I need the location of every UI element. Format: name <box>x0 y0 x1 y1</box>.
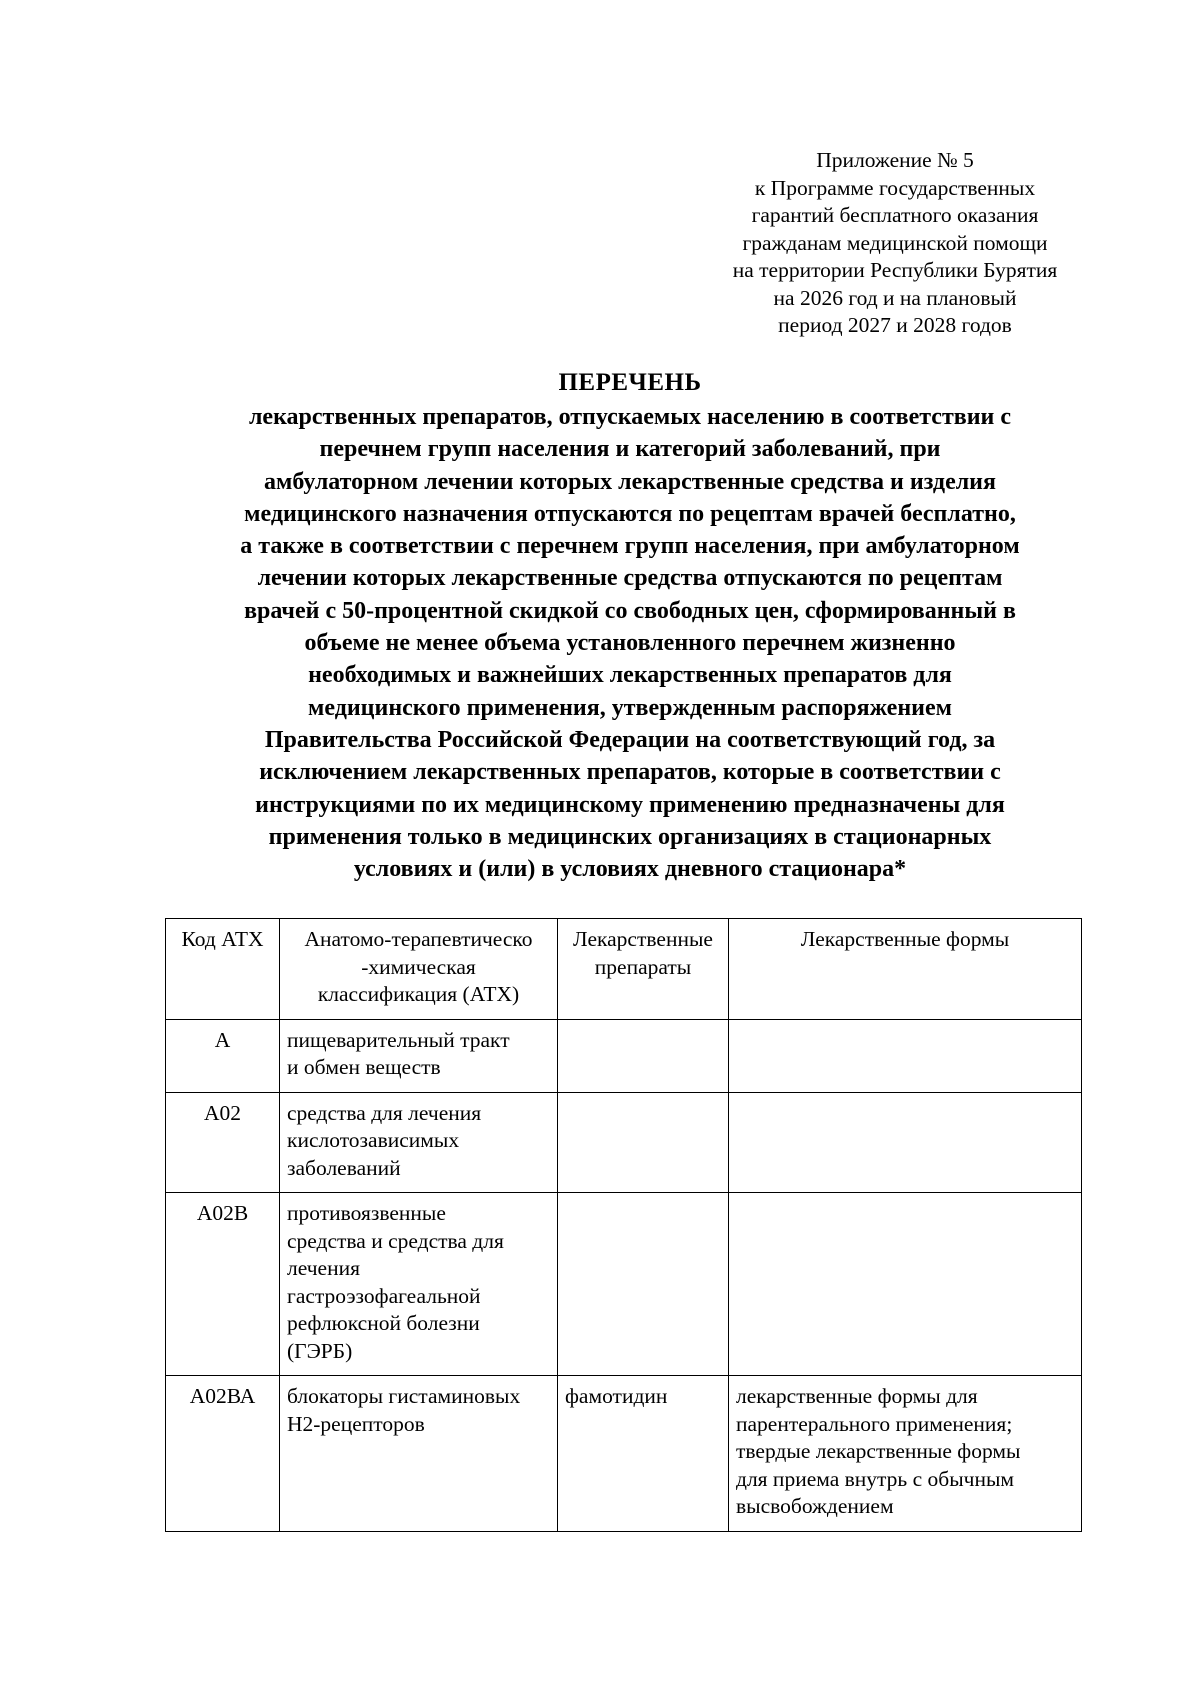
cell-text: кислотозависимых <box>287 1128 460 1152</box>
cell-text: для приема внутрь с обычным <box>736 1466 1015 1491</box>
cell-dosage-forms <box>729 1092 1082 1193</box>
cell-text: средства для лечения <box>287 1100 482 1125</box>
header-drugs <box>558 919 729 1020</box>
cell-text: высвобождением <box>736 1494 894 1518</box>
cell-drugs <box>558 1376 729 1532</box>
heading-line: а также в соответствии с перечнем групп населения, при амбулаторном <box>240 533 1020 560</box>
heading-line: перечнем групп населения и категорий заболеваний, при <box>319 436 941 463</box>
cell-dosage-forms <box>729 1376 1082 1532</box>
table-header-row <box>166 919 1082 1020</box>
header-text: классификация (АТХ) <box>317 982 520 1006</box>
cell-text: гастроэзофагеальной <box>287 1283 481 1308</box>
heading-line: лекарственных препаратов, отпускаемых населению в соответствии с <box>248 404 1012 430</box>
annex-line: Приложение № 5 <box>816 148 974 172</box>
cell-atc-classification <box>280 1019 558 1092</box>
table-row <box>166 1092 1082 1193</box>
heading-line: инструкциями по их медицинскому применению предназначены для <box>255 791 1005 818</box>
header-text: Лекарственные <box>573 927 713 951</box>
cell-text: противоязвенные <box>287 1201 446 1225</box>
cell-text: парентерального применения; <box>736 1411 1013 1436</box>
header-atc-code <box>166 919 280 1020</box>
annex-line: на 2026 год и на плановый <box>773 285 1017 310</box>
cell-text: Н2-рецепторов <box>287 1411 425 1436</box>
cell-atc-classification <box>280 1193 558 1376</box>
heading-line: применения только в медицинских организациях в стационарных <box>268 823 992 850</box>
heading-line: Правительства Российской Федерации на соответствующий год, за <box>264 726 996 753</box>
cell-drugs <box>558 1193 729 1376</box>
cell-text: пищеварительный тракт <box>287 1027 510 1052</box>
cell-atc-code: А02В <box>166 1193 280 1376</box>
header-text: препараты <box>594 954 692 979</box>
cell-dosage-forms <box>729 1019 1082 1092</box>
cell-text: рефлюксной болезни <box>287 1311 480 1335</box>
cell-text: лечения <box>287 1256 360 1280</box>
cell-drugs <box>558 1019 729 1092</box>
heading-line: необходимых и важнейших лекарственных препаратов для <box>308 662 952 689</box>
cell-atc-classification <box>280 1092 558 1193</box>
cell-text: и обмен веществ <box>287 1055 441 1079</box>
annex-line: гарантий бесплатного оказания <box>751 203 1039 227</box>
document-title: ПЕРЕЧЕНЬ <box>558 369 702 396</box>
cell-text: фамотидин <box>565 1384 668 1408</box>
cell-text: заболеваний <box>287 1155 401 1180</box>
header-dosage-forms <box>729 919 1082 1020</box>
header-text: Анатомо-терапевтическо <box>304 927 533 951</box>
annex-block <box>690 147 1100 340</box>
cell-dosage-forms <box>729 1193 1082 1376</box>
heading-line: амбулаторном лечении которых лекарственные средства и изделия <box>263 468 996 495</box>
heading-line: медицинского назначения отпускаются по рецептам врачей бесплатно, <box>244 500 1016 527</box>
document-heading <box>150 368 1110 885</box>
cell-atc-code: А <box>166 1019 280 1092</box>
header-atc-classification <box>280 919 558 1020</box>
header-text: -химическая <box>361 954 476 979</box>
heading-line: лечении которых лекарственные средства отпускаются по рецептам <box>257 565 1003 592</box>
heading-line: условиях и (или) в условиях дневного стационара* <box>353 856 907 883</box>
cell-text: твердые лекарственные формы <box>736 1439 1021 1463</box>
cell-drugs <box>558 1092 729 1193</box>
header-text: Лекарственные формы <box>800 927 1010 951</box>
heading-line: врачей с 50-процентной скидкой со свободных цен, сформированный в <box>244 597 1016 624</box>
cell-text: лекарственные формы для <box>736 1384 978 1408</box>
table-row <box>166 1019 1082 1092</box>
cell-text: блокаторы гистаминовых <box>287 1384 521 1408</box>
cell-atc-code: А02 <box>166 1092 280 1193</box>
cell-text: (ГЭРБ) <box>287 1338 353 1363</box>
table-row <box>166 1376 1082 1532</box>
header-text: Код АТХ <box>181 927 264 951</box>
annex-line: период 2027 и 2028 годов <box>778 313 1012 337</box>
cell-atc-code: А02ВА <box>166 1376 280 1532</box>
heading-line: объеме не менее объема установленного перечнем жизненно <box>304 630 956 657</box>
heading-line: медицинского применения, утвержденным распоряжением <box>308 694 952 721</box>
annex-line: гражданам медицинской помощи <box>742 230 1048 255</box>
annex-line: на территории Республики Бурятия <box>732 258 1058 282</box>
table-row <box>166 1193 1082 1376</box>
heading-line: исключением лекарственных препаратов, которые в соответствии с <box>259 759 1001 786</box>
atc-table <box>165 918 1082 1532</box>
annex-line: к Программе государственных <box>754 175 1036 200</box>
cell-atc-classification <box>280 1376 558 1532</box>
cell-text: средства и средства для <box>287 1228 504 1253</box>
